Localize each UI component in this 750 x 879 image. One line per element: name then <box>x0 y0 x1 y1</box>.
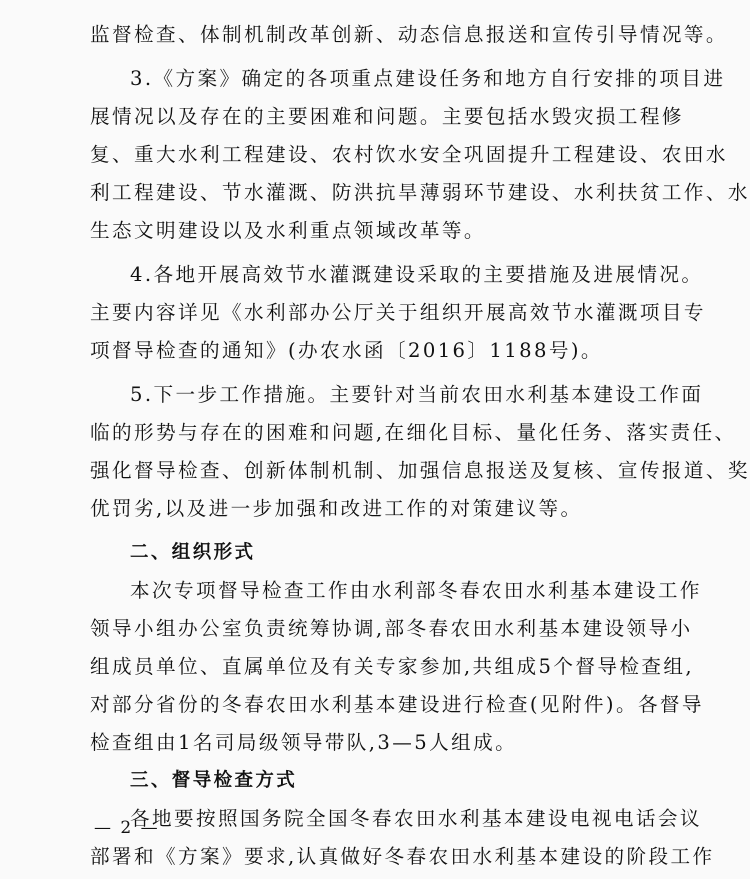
paragraph-3-line: 3.《方案》确定的各项重点建设任务和地方自行安排的项目进 <box>130 67 726 90</box>
paragraph-4-line: 4.各地开展高效节水灌溉建设采取的主要措施及进展情况。 <box>130 263 704 286</box>
text-line: 领导小组办公室负责统筹协调,部冬春农田水利基本建设领导小 <box>90 617 693 640</box>
text-line: 临的形势与存在的困难和问题,在细化目标、量化任务、落实责任、 <box>90 421 737 444</box>
text-line: 项督导检查的通知》(办农水函〔2016〕1188号)。 <box>90 339 603 362</box>
text-line: 优罚劣,以及进一步加强和改进工作的对策建议等。 <box>90 497 583 520</box>
section-heading-organization: 二、组织形式 <box>130 542 256 563</box>
text-line: 利工程建设、节水灌溉、防洪抗旱薄弱环节建设、水利扶贫工作、水 <box>90 181 750 204</box>
page-number: — 2 — <box>94 818 160 838</box>
text-line: 监督检查、体制机制改革创新、动态信息报送和宣传引导情况等。 <box>90 23 728 46</box>
paragraph-line: 各地要按照国务院全国冬春农田水利基本建设电视电话会议 <box>130 807 702 830</box>
paragraph-5-line: 5.下一步工作措施。主要针对当前农田水利基本建设工作面 <box>130 383 704 406</box>
text-line: 检查组由1名司局级领导带队,3—5人组成。 <box>90 731 518 754</box>
text-line: 部署和《方案》要求,认真做好冬春农田水利基本建设的阶段工作 <box>90 845 715 868</box>
text-line: 生态文明建设以及水利重点领域改革等。 <box>90 219 486 242</box>
text-line: 对部分省份的冬春农田水利基本建设进行检查(见附件)。各督导 <box>90 693 704 716</box>
section-heading-inspection-method: 三、督导检查方式 <box>130 770 298 791</box>
text-line: 组成员单位、直属单位及有关专家参加,共组成5个督导检查组, <box>90 655 694 678</box>
paragraph-line: 本次专项督导检查工作由水利部冬春农田水利基本建设工作 <box>130 579 702 602</box>
text-line: 复、重大水利工程建设、农村饮水安全巩固提升工程建设、农田水 <box>90 143 728 166</box>
text-line: 强化督导检查、创新体制机制、加强信息报送及复核、宣传报道、奖 <box>90 459 750 482</box>
text-line: 主要内容详见《水利部办公厅关于组织开展高效节水灌溉项目专 <box>90 301 706 324</box>
text-line: 展情况以及存在的主要困难和问题。主要包括水毁灾损工程修 <box>90 105 684 128</box>
